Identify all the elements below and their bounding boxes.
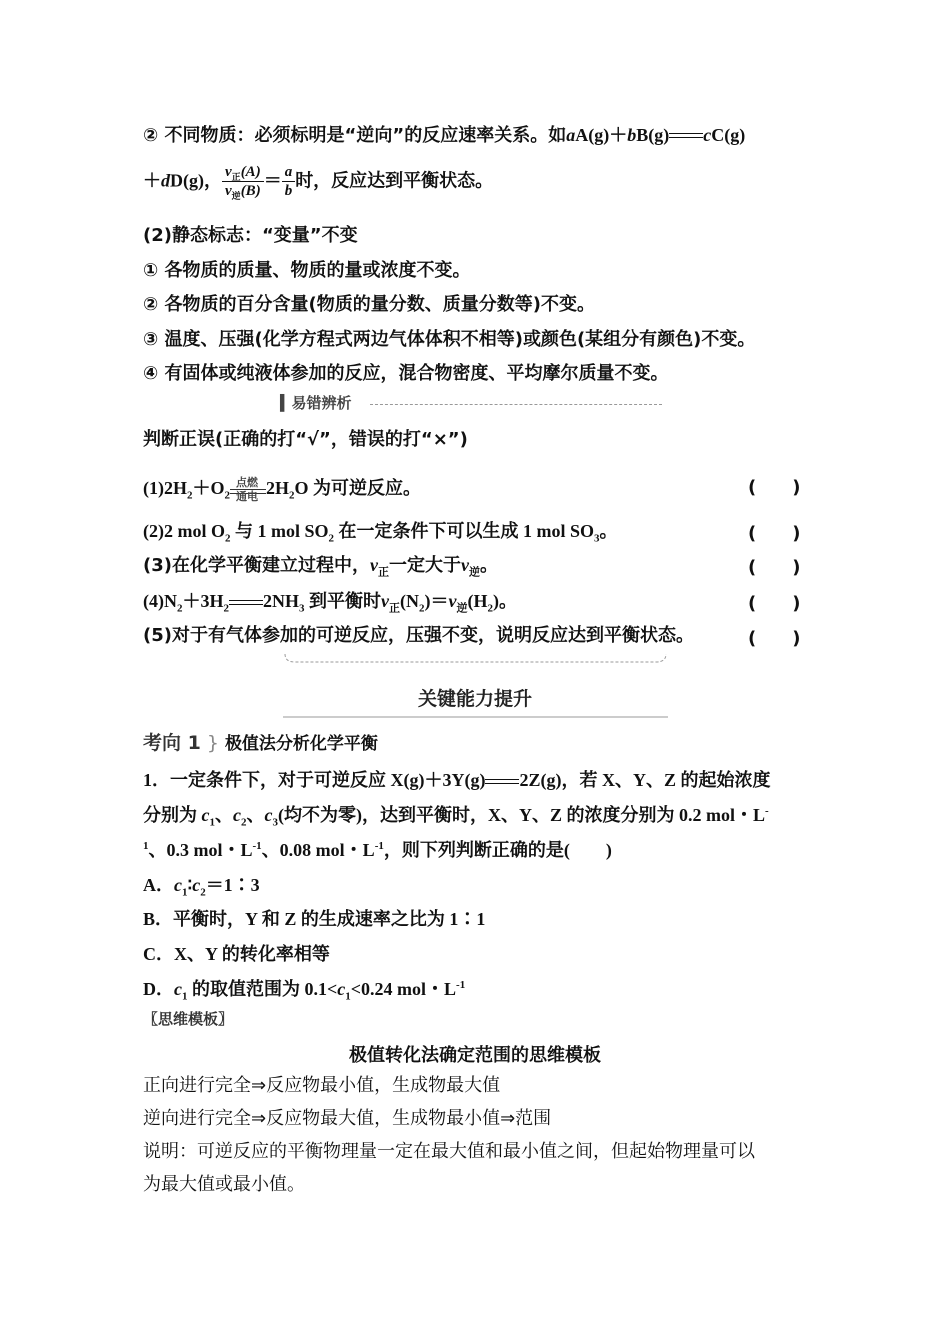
rate-relation-line-2: ＋dD(g)， $\frac{v_正(A)}{v_逆(B)}$ ＝ $\frac{a}{b}$ 时，反应达到平衡状态。 bbox=[143, 164, 494, 201]
problem-line-2: 分别为 $c_1$、$c_2$、$c_3$(均不为零)，达到平衡时，X、Y、Z 的浓度分别为 0.2 mol・L- bbox=[143, 805, 769, 829]
static-item-1: ① 各物质的质量、物质的量或浓度不变。 bbox=[143, 260, 471, 281]
problem-line-3: $^1$、0.3 mol・$L^{-1}$、0.08 mol・$L^{-1}$，则下列判断正确的是( ) bbox=[143, 840, 612, 860]
static-item-4: ④ 有固体或纯液体参加的反应，混合物密度、平均摩尔质量不变。 bbox=[143, 363, 669, 384]
answer-blank-5[interactable]: ( ) bbox=[748, 628, 801, 649]
judge-instruction: 判断正误(正确的打“√”，错误的打“×”) bbox=[143, 429, 468, 450]
template-line-1: 正向进行完全⇒反应物最小值，生成物最大值 bbox=[143, 1075, 501, 1096]
judge-item-1: $(1)2H_2+O_2$ 点燃 通电 $2H_2O$ 为可逆反应。 bbox=[143, 473, 421, 507]
option-c[interactable]: C．X、Y 的转化率相等 bbox=[143, 944, 330, 964]
option-d[interactable]: D．$c_1$ 的取值范围为 $0.1<c_1<0.24$ mol・$L^{-1}$ bbox=[143, 979, 466, 1003]
judge-item-4: $(4)N_2+3H_2$ $2NH_3$ 到平衡时$v_正(N_2)=v_逆(H_2)$。 bbox=[143, 591, 518, 615]
judge-item-2: (2)2 mol $O_2$ 与 1 mol $SO_2$ 在一定条件下可以生成 1 mol $SO_3$。 bbox=[143, 521, 618, 545]
answer-blank-3[interactable]: ( ) bbox=[748, 557, 801, 578]
equilibrium-arrow-icon bbox=[669, 131, 703, 141]
thinking-template-tag: 〖思维模板〗 bbox=[143, 1010, 234, 1028]
reaction-condition-arrow: 点燃 通电 bbox=[230, 473, 266, 507]
banner-underline bbox=[283, 716, 668, 718]
rate-relation-line-1: ② 不同物质：必须标明是“逆向”的反应速率关系。如aA(g)＋bB(g) cC(g) bbox=[143, 125, 746, 146]
template-title: 极值转化法确定范围的思维模板 bbox=[349, 1045, 601, 1066]
static-item-2: ② 各物质的百分含量(物质的量分数、质量分数等)不变。 bbox=[143, 294, 595, 315]
static-item-3: ③ 温度、压强(化学方程式两边气体体积不相等)或颜色(某组分有颜色)不变。 bbox=[143, 329, 756, 350]
error-analysis-tag: ▍易错辨析 bbox=[280, 394, 352, 412]
template-line-3: 说明：可逆反应的平衡物理量一定在最大值和最小值之间，但起始物理量可以 bbox=[143, 1141, 755, 1162]
rate-ratio-fraction: $\frac{v_正(A)}{v_逆(B)}$ bbox=[222, 163, 264, 200]
answer-blank-2[interactable]: ( ) bbox=[748, 523, 801, 544]
template-line-2: 逆向进行完全⇒反应物最大值，生成物最小值⇒范围 bbox=[143, 1108, 552, 1129]
judge-item-3: (3)在化学平衡建立过程中，$v_正$一定大于$v_逆$。 bbox=[143, 555, 498, 579]
option-a[interactable]: A．$c_1∶c_2=1∶3$ bbox=[143, 875, 260, 899]
tag-divider bbox=[370, 404, 662, 405]
coefficient-fraction: $\frac{a}{b}$ bbox=[282, 163, 296, 200]
static-sign-title: (2)静态标志：“变量”不变 bbox=[143, 225, 358, 246]
topic-heading: 考向 1 } 极值法分析化学平衡 bbox=[143, 732, 378, 754]
option-b[interactable]: B．平衡时，Y 和 Z 的生成速率之比为 1∶1 bbox=[143, 909, 486, 929]
section-bottom-border bbox=[283, 654, 668, 668]
section-banner: 关键能力提升 bbox=[417, 688, 532, 710]
judge-item-5: (5)对于有气体参加的可逆反应，压强不变，说明反应达到平衡状态。 bbox=[143, 625, 694, 646]
answer-blank-4[interactable]: ( ) bbox=[748, 593, 801, 614]
answer-blank-1[interactable]: ( ) bbox=[748, 477, 801, 498]
template-line-4: 为最大值或最小值。 bbox=[143, 1174, 305, 1195]
problem-line-1: 1．一定条件下，对于可逆反应 X(g)＋3Y(g) 2Z(g)，若 X、Y、Z 的起始浓度 bbox=[143, 770, 771, 790]
equilibrium-arrow-icon bbox=[485, 777, 519, 787]
equilibrium-arrow-icon bbox=[229, 598, 263, 608]
